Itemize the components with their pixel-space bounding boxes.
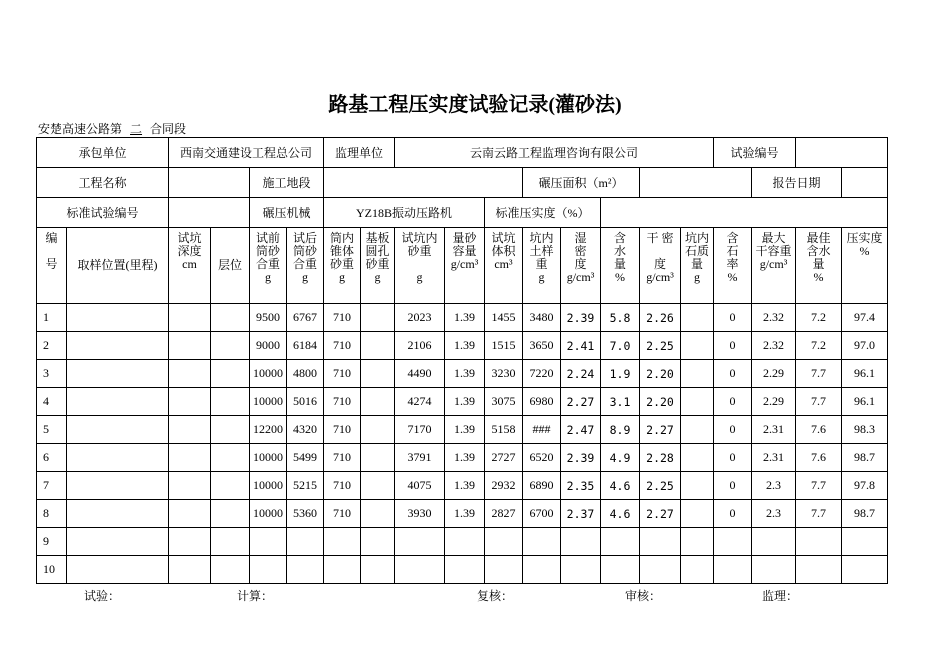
table-cell: 2.25: [640, 332, 681, 360]
table-cell: [211, 528, 250, 556]
column-header: 压实度 %: [842, 228, 888, 304]
table-cell: 4800: [287, 360, 324, 388]
table-cell: [445, 528, 485, 556]
column-header: 试后 筒砂 合重 g: [287, 228, 324, 304]
table-cell: [67, 500, 169, 528]
table-cell: 2.25: [640, 472, 681, 500]
table-cell: [361, 360, 395, 388]
table-cell: 8.9: [601, 416, 640, 444]
table-row: [37, 472, 888, 500]
report-date-value: [842, 168, 888, 198]
table-cell: [561, 556, 601, 584]
table-cell: 7.6: [796, 444, 842, 472]
table-cell: 5.8: [601, 304, 640, 332]
table-cell: 1.39: [445, 500, 485, 528]
table-cell: [601, 528, 640, 556]
table-cell: [681, 556, 714, 584]
table-cell: 5215: [287, 472, 324, 500]
table-cell: [169, 528, 211, 556]
table-cell: [250, 528, 287, 556]
table-cell: 6890: [523, 472, 561, 500]
std-compaction-label: 标准压实度（%）: [485, 198, 601, 228]
column-header: 坑内 土样 重 g: [523, 228, 561, 304]
table-cell: 2.26: [640, 304, 681, 332]
footer-review: 复核：: [477, 589, 514, 603]
table-cell: 0: [714, 304, 752, 332]
table-cell: [67, 388, 169, 416]
table-cell: 6700: [523, 500, 561, 528]
table-cell: [67, 472, 169, 500]
table-cell: 96.1: [842, 388, 888, 416]
table-cell: 3.1: [601, 388, 640, 416]
column-header-row: [37, 228, 888, 304]
table-cell: 6980: [523, 388, 561, 416]
table-cell: [561, 528, 601, 556]
test-no-label: 试验编号: [714, 138, 796, 168]
section-value: [324, 168, 523, 198]
table-cell: 97.0: [842, 332, 888, 360]
table-cell: 1.39: [445, 304, 485, 332]
table-cell: 7.7: [796, 388, 842, 416]
table-cell: 3480: [523, 304, 561, 332]
table-cell: ###: [523, 416, 561, 444]
table-cell: 2106: [395, 332, 445, 360]
table-cell: 2.20: [640, 388, 681, 416]
table-cell: [752, 556, 796, 584]
table-cell: [361, 556, 395, 584]
table-cell: [361, 388, 395, 416]
table-cell: [681, 360, 714, 388]
table-cell: [796, 556, 842, 584]
row-number: 8: [37, 500, 67, 528]
project-label: 工程名称: [37, 168, 169, 198]
table-row: [37, 304, 888, 332]
table-cell: 2023: [395, 304, 445, 332]
table-cell: [67, 416, 169, 444]
table-cell: 2.27: [640, 416, 681, 444]
table-cell: [395, 528, 445, 556]
column-header: 干 密 度 g/cm³: [640, 228, 681, 304]
table-cell: 7.7: [796, 472, 842, 500]
table-cell: 4075: [395, 472, 445, 500]
table-cell: [211, 360, 250, 388]
table-cell: 3075: [485, 388, 523, 416]
table-cell: [169, 332, 211, 360]
roller-value: YZ18B振动压路机: [324, 198, 485, 228]
row-number: 2: [37, 332, 67, 360]
table-cell: 2.3: [752, 472, 796, 500]
table-cell: 2.24: [561, 360, 601, 388]
table-row: [37, 500, 888, 528]
table-cell: 2.31: [752, 444, 796, 472]
table-cell: 1455: [485, 304, 523, 332]
table-cell: 710: [324, 360, 361, 388]
table-cell: [211, 416, 250, 444]
table-cell: [169, 388, 211, 416]
table-cell: 2.41: [561, 332, 601, 360]
table-cell: 1515: [485, 332, 523, 360]
table-cell: 2.32: [752, 304, 796, 332]
table-cell: 4.6: [601, 500, 640, 528]
table-cell: [169, 472, 211, 500]
column-header: 湿 密 度 g/cm³: [561, 228, 601, 304]
table-cell: 5158: [485, 416, 523, 444]
table-cell: [211, 556, 250, 584]
compaction-record-table: [36, 137, 888, 584]
table-cell: 4.6: [601, 472, 640, 500]
table-cell: [361, 500, 395, 528]
table-cell: 7.0: [601, 332, 640, 360]
table-cell: [842, 528, 888, 556]
row-number: 9: [37, 528, 67, 556]
section-label: 施工地段: [250, 168, 324, 198]
area-label: 碾压面积（m²）: [523, 168, 640, 198]
table-cell: 7.6: [796, 416, 842, 444]
table-cell: [250, 556, 287, 584]
table-cell: 10000: [250, 472, 287, 500]
table-cell: 5499: [287, 444, 324, 472]
table-cell: [640, 528, 681, 556]
table-cell: 2.28: [640, 444, 681, 472]
table-row: [37, 360, 888, 388]
table-cell: 2.47: [561, 416, 601, 444]
table-cell: 2.27: [640, 500, 681, 528]
table-row: [37, 332, 888, 360]
table-cell: 0: [714, 416, 752, 444]
table-cell: [485, 528, 523, 556]
row-number: 6: [37, 444, 67, 472]
table-cell: [67, 304, 169, 332]
column-header: 试前 筒砂 合重 g: [250, 228, 287, 304]
column-header: 编 号: [37, 228, 67, 304]
table-row: [37, 556, 888, 584]
project-value: [169, 168, 250, 198]
table-cell: [169, 500, 211, 528]
table-cell: [211, 304, 250, 332]
table-cell: 2.32: [752, 332, 796, 360]
table-cell: [211, 472, 250, 500]
table-cell: 9000: [250, 332, 287, 360]
column-header: 试坑 体积 cm³: [485, 228, 523, 304]
table-cell: 0: [714, 500, 752, 528]
table-cell: 710: [324, 416, 361, 444]
table-cell: 10000: [250, 360, 287, 388]
contractor-value: 西南交通建设工程总公司: [169, 138, 324, 168]
table-cell: 1.39: [445, 388, 485, 416]
roller-label: 碾压机械: [250, 198, 324, 228]
table-cell: [67, 360, 169, 388]
table-cell: 0: [714, 472, 752, 500]
table-cell: 4.9: [601, 444, 640, 472]
table-cell: 5360: [287, 500, 324, 528]
row-number: 5: [37, 416, 67, 444]
table-cell: [67, 444, 169, 472]
table-cell: 0: [714, 332, 752, 360]
table-cell: [523, 556, 561, 584]
std-compaction-value: [601, 198, 888, 228]
table-cell: [287, 528, 324, 556]
table-cell: 7.7: [796, 360, 842, 388]
table-cell: 7220: [523, 360, 561, 388]
row-number: 3: [37, 360, 67, 388]
table-cell: [842, 556, 888, 584]
table-cell: [169, 444, 211, 472]
row-number: 1: [37, 304, 67, 332]
row-number: 7: [37, 472, 67, 500]
info-row-1: [37, 138, 888, 168]
table-cell: 10000: [250, 500, 287, 528]
table-row: [37, 416, 888, 444]
supervisor-value: 云南云路工程监理咨询有限公司: [395, 138, 714, 168]
table-cell: [287, 556, 324, 584]
table-row: [37, 444, 888, 472]
table-cell: [169, 556, 211, 584]
row-number: 10: [37, 556, 67, 584]
contract-section-line: [38, 120, 186, 137]
table-cell: 1.39: [445, 332, 485, 360]
table-cell: [714, 556, 752, 584]
table-cell: 2727: [485, 444, 523, 472]
column-header: 坑内 石质 量 g: [681, 228, 714, 304]
footer-supervision: 监理：: [762, 589, 799, 603]
table-cell: 3791: [395, 444, 445, 472]
table-cell: 710: [324, 304, 361, 332]
table-cell: 710: [324, 388, 361, 416]
test-no-value: [796, 138, 888, 168]
column-header: 试坑 深度 cm: [169, 228, 211, 304]
table-cell: 9500: [250, 304, 287, 332]
table-cell: [211, 332, 250, 360]
table-cell: 97.4: [842, 304, 888, 332]
column-header: 筒内 锥体 砂重 g: [324, 228, 361, 304]
table-cell: 1.9: [601, 360, 640, 388]
table-cell: 2.27: [561, 388, 601, 416]
contractor-label: 承包单位: [37, 138, 169, 168]
footer-test: 试验：: [84, 589, 121, 603]
table-cell: [67, 528, 169, 556]
table-cell: [361, 528, 395, 556]
table-cell: 4274: [395, 388, 445, 416]
table-cell: [361, 332, 395, 360]
table-cell: 6184: [287, 332, 324, 360]
table-cell: [681, 388, 714, 416]
supervisor-label: 监理单位: [324, 138, 395, 168]
table-cell: [601, 556, 640, 584]
page-title: 路基工程压实度试验记录(灌砂法): [328, 94, 622, 116]
table-cell: [361, 416, 395, 444]
table-cell: 0: [714, 388, 752, 416]
info-row-3: [37, 198, 888, 228]
column-header: 量砂 容量 g/cm³: [445, 228, 485, 304]
table-cell: [681, 332, 714, 360]
table-cell: [445, 556, 485, 584]
table-cell: [169, 416, 211, 444]
table-cell: 2932: [485, 472, 523, 500]
table-cell: [324, 528, 361, 556]
footer-calc: 计算：: [237, 589, 274, 603]
table-cell: 4490: [395, 360, 445, 388]
table-cell: 96.1: [842, 360, 888, 388]
table-cell: [796, 528, 842, 556]
report-date-label: 报告日期: [752, 168, 842, 198]
column-header: 最大 干容重 g/cm³: [752, 228, 796, 304]
footer-audit: 审核：: [625, 589, 662, 603]
table-cell: [361, 472, 395, 500]
table-cell: 7.2: [796, 304, 842, 332]
subtitle-suffix: 合同段: [150, 122, 187, 136]
table-cell: 10000: [250, 444, 287, 472]
table-cell: 2.20: [640, 360, 681, 388]
std-no-label: 标准试验编号: [37, 198, 169, 228]
table-cell: [485, 556, 523, 584]
table-cell: [211, 444, 250, 472]
table-cell: 7.7: [796, 500, 842, 528]
table-cell: 1.39: [445, 444, 485, 472]
table-cell: [523, 528, 561, 556]
table-cell: 1.39: [445, 360, 485, 388]
table-cell: [681, 500, 714, 528]
table-cell: 1.39: [445, 416, 485, 444]
table-cell: 7170: [395, 416, 445, 444]
table-cell: 6520: [523, 444, 561, 472]
column-header: 含 石 率 %: [714, 228, 752, 304]
table-cell: 98.7: [842, 444, 888, 472]
table-cell: 98.7: [842, 500, 888, 528]
table-cell: [67, 556, 169, 584]
table-cell: 6767: [287, 304, 324, 332]
table-cell: [681, 444, 714, 472]
table-cell: 2.29: [752, 388, 796, 416]
table-cell: [361, 304, 395, 332]
table-cell: 2.3: [752, 500, 796, 528]
subtitle-section: 二: [130, 122, 143, 136]
table-cell: [752, 528, 796, 556]
table-cell: 2.37: [561, 500, 601, 528]
table-cell: 0: [714, 444, 752, 472]
table-row: [37, 528, 888, 556]
table-cell: [361, 444, 395, 472]
table-cell: [681, 472, 714, 500]
table-cell: 12200: [250, 416, 287, 444]
table-cell: 2.39: [561, 444, 601, 472]
column-header: 含 水 量 %: [601, 228, 640, 304]
table-cell: 2827: [485, 500, 523, 528]
std-no-value: [169, 198, 250, 228]
table-cell: [324, 556, 361, 584]
subtitle-prefix: 安楚高速公路第: [38, 122, 123, 136]
table-cell: 2.31: [752, 416, 796, 444]
table-cell: 710: [324, 472, 361, 500]
table-cell: 0: [714, 360, 752, 388]
column-header: 取样位置(里程): [67, 228, 169, 304]
table-cell: 97.8: [842, 472, 888, 500]
table-cell: 2.35: [561, 472, 601, 500]
table-cell: 1.39: [445, 472, 485, 500]
table-cell: 3650: [523, 332, 561, 360]
table-cell: [681, 528, 714, 556]
table-cell: [714, 528, 752, 556]
row-number: 4: [37, 388, 67, 416]
table-cell: 98.3: [842, 416, 888, 444]
table-cell: [169, 360, 211, 388]
info-row-2: [37, 168, 888, 198]
table-cell: [681, 304, 714, 332]
table-cell: 2.39: [561, 304, 601, 332]
table-cell: 7.2: [796, 332, 842, 360]
column-header: 试坑内 砂重 g: [395, 228, 445, 304]
table-cell: [211, 500, 250, 528]
table-row: [37, 388, 888, 416]
column-header: 层位: [211, 228, 250, 304]
table-cell: 3930: [395, 500, 445, 528]
table-cell: 710: [324, 500, 361, 528]
area-value: [640, 168, 752, 198]
column-header: 基板 圆孔 砂重 g: [361, 228, 395, 304]
table-cell: [395, 556, 445, 584]
table-cell: [67, 332, 169, 360]
table-cell: 710: [324, 444, 361, 472]
column-header: 最佳 含水 量 %: [796, 228, 842, 304]
table-cell: 710: [324, 332, 361, 360]
table-cell: 10000: [250, 388, 287, 416]
table-cell: [211, 388, 250, 416]
table-cell: [681, 416, 714, 444]
table-cell: 3230: [485, 360, 523, 388]
table-cell: [169, 304, 211, 332]
table-cell: 2.29: [752, 360, 796, 388]
table-cell: 5016: [287, 388, 324, 416]
table-cell: [640, 556, 681, 584]
table-cell: 4320: [287, 416, 324, 444]
